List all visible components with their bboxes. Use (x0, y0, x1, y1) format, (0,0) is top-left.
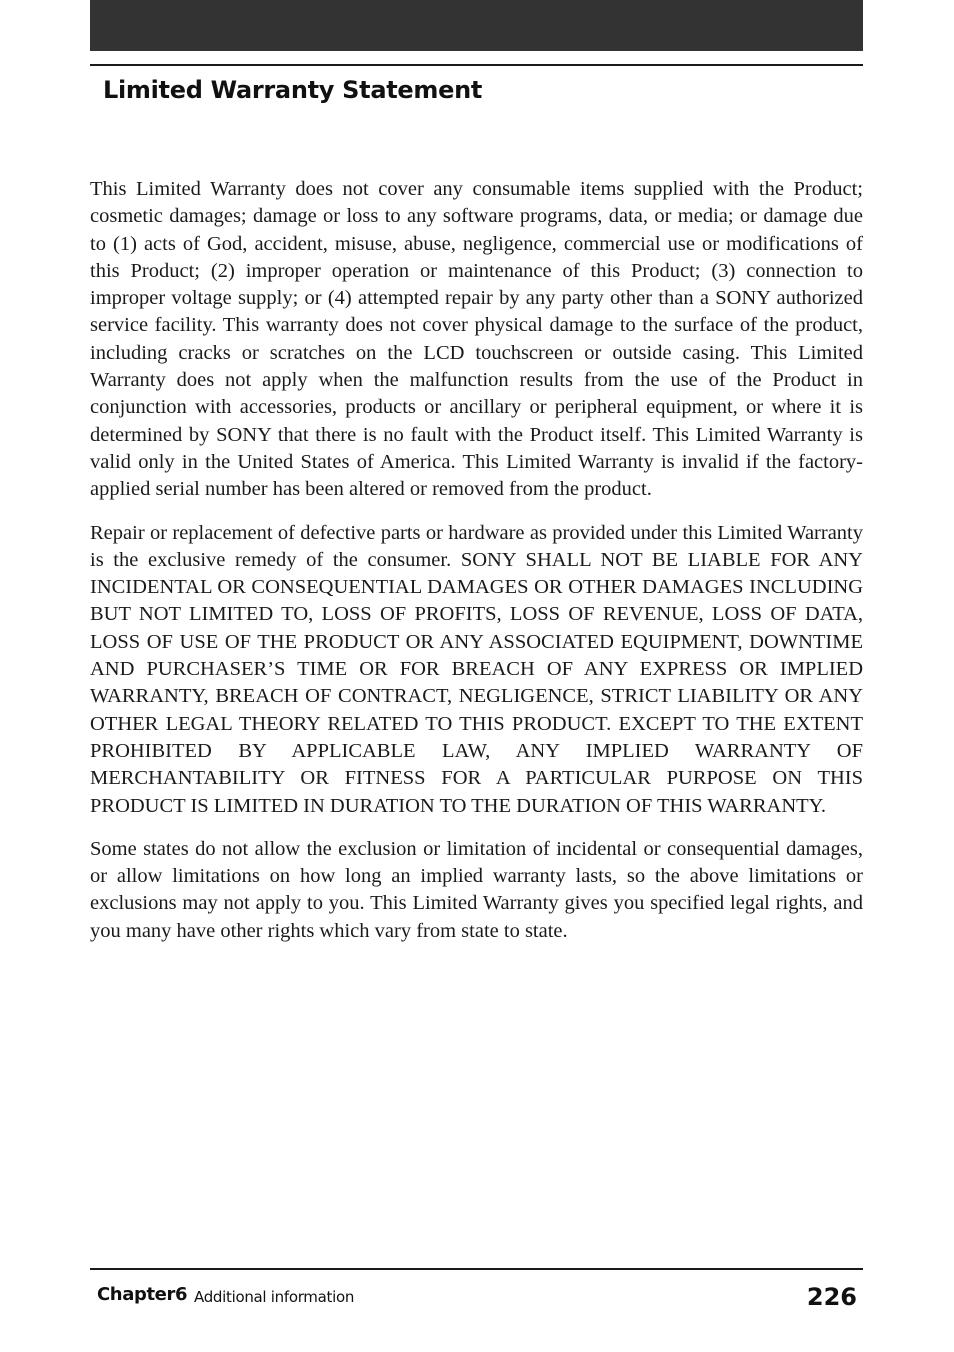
section-title: Limited Warranty Statement (103, 76, 483, 104)
footer-rule (90, 1268, 863, 1270)
header-bar (90, 0, 863, 51)
paragraph-state-rights: Some states do not allow the exclusion or limitation of incidental or consequential damages, or allow limitations on how long an implied warranty lasts, so the above limitations or exclusions may not apply to you. This Limited Warranty gives you specified legal rights, and you many have other rights which vary from state to state. (90, 837, 863, 942)
paragraph-exclusions: This Limited Warranty does not cover any consumable items supplied with the Product; cosmetic damages; damage or loss to any software programs, data, or media; or damage due to (1) acts of God, accident, misuse, abuse, negligence, commercial use or modifications of this Product; (2) improper operation or maintenance of this Product; (3) connection to improper voltage supply; or (4) attempted repair by any party other than a SONY authorized service facility. This warranty does not cover physical damage to the surface of the product, including cracks or scratches on the LCD touchscreen or outside casing. This Limited Warranty does not apply when the malfunction results from the use of the Product in conjunction with accessories, products or ancillary or peripheral equipment, or where it is determined by SONY that there is no fault with the Product itself. This Limited Warranty is valid only in the United States of America. This Limited Warranty is invalid if the factory-applied serial number has been altered or removed from the product. (90, 178, 863, 501)
footer-section-name: Additional information (194, 1288, 355, 1306)
title-rule (90, 64, 863, 66)
footer-chapter: Chapter6 (97, 1284, 188, 1305)
warranty-body (90, 176, 863, 961)
paragraph-liability: Repair or replacement of defective parts or hardware as provided under this Limited Warranty is the exclusive remedy of the consumer. SONY SHALL NOT BE LIABLE FOR ANY INCIDENTAL OR CONSEQUENTIAL DAMAGES OR OTHER DAMAGES INCLUDING BUT NOT LIMITED TO, LOSS OF PROFITS, LOSS OF REVENUE, LOSS OF DATA, LOSS OF USE OF THE PRODUCT OR ANY ASSOCIATED EQUIPMENT, DOWNTIME AND PURCHASER’S TIME OR FOR BREACH OF ANY EXPRESS OR IMPLIED WARRANTY, BREACH OF CONTRACT, NEGLIGENCE, STRICT LIABILITY OR ANY OTHER LEGAL THEORY RELATED TO THIS PRODUCT. EXCEPT TO THE EXTENT PROHIBITED BY APPLICABLE LAW, ANY IMPLIED WARRANTY OF MERCHANTABILITY OR FITNESS FOR A PARTICULAR PURPOSE ON THIS PRODUCT IS LIMITED IN DURATION TO THE DURATION OF THIS WARRANTY. (90, 521, 863, 817)
page-number: 226 (806, 1283, 857, 1311)
